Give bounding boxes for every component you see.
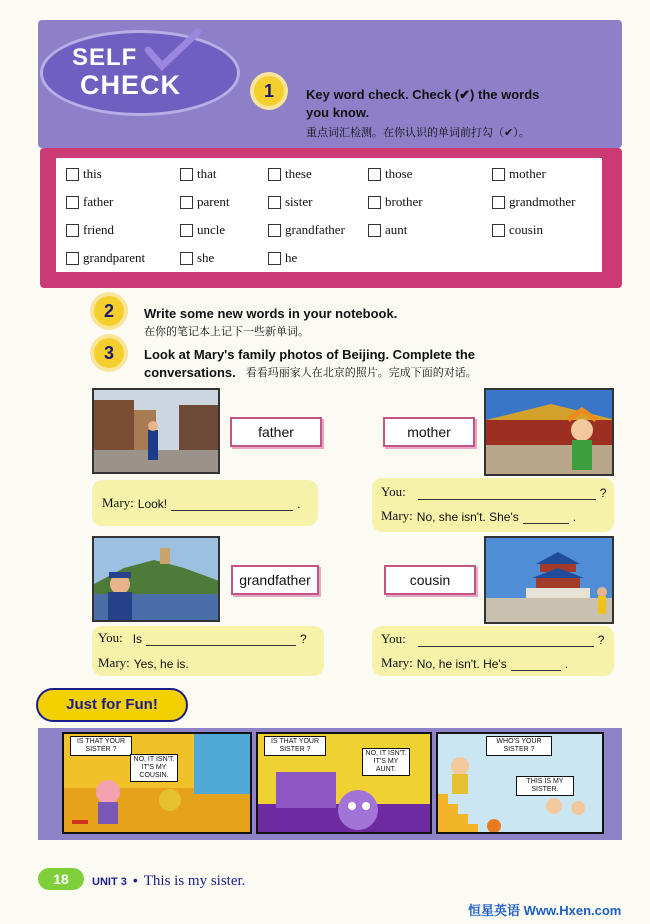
punctuation: . [572, 510, 577, 524]
page-number: 18 [38, 868, 84, 890]
checkbox[interactable] [180, 196, 193, 209]
task-number-1: 1 [254, 76, 284, 106]
label-mother: mother [383, 417, 475, 447]
word-label: those [385, 166, 413, 181]
speaker-you: You: [381, 631, 406, 646]
word-label: she [197, 250, 215, 265]
photo-temple-of-heaven [484, 536, 614, 624]
conversation-2-line2 [381, 508, 576, 524]
task3-instruction-line1: Look at Mary's family photos of Beijing. Complete the [144, 347, 476, 362]
comic-panel-3 [436, 732, 604, 834]
bullet: • [132, 872, 138, 888]
checkbox[interactable] [268, 224, 281, 237]
word-label: sister [285, 194, 313, 209]
punctuation: . [564, 657, 569, 671]
task3-instruction [144, 346, 477, 382]
conversation-4-text: No, he isn't. He's [416, 657, 507, 671]
blank-4a[interactable] [418, 646, 594, 647]
word-label: father [83, 194, 114, 209]
checkbox[interactable] [66, 224, 79, 237]
word-item-uncle[interactable] [180, 222, 225, 238]
word-item-she[interactable] [180, 250, 214, 266]
conversation-3-text: Is [132, 632, 143, 646]
blank-1[interactable] [171, 510, 293, 511]
speaker-you: You: [381, 484, 406, 499]
word-label: that [197, 166, 217, 181]
task1-instruction-line2: you know. [306, 105, 370, 120]
task3-chinese: 看看玛丽家人在北京的照片。完成下面的对话。 [245, 367, 477, 379]
task2-instruction: Write some new words in your notebook. [144, 306, 398, 321]
photo-summer-palace [92, 536, 220, 622]
word-item-grandmother[interactable] [492, 194, 575, 210]
word-item-he[interactable] [268, 250, 297, 266]
comic-bubble-1b: NO, IT ISN'T. IT'S MY COUSIN. [130, 754, 178, 782]
comic-bubble-2a: IS THAT YOUR SISTER ? [264, 736, 326, 756]
checkbox[interactable] [492, 168, 505, 181]
checkbox[interactable] [268, 196, 281, 209]
word-label: he [285, 250, 298, 265]
photo-street [92, 388, 220, 474]
punctuation: ? [300, 632, 307, 646]
word-item-cousin[interactable] [492, 222, 543, 238]
blank-3[interactable] [146, 645, 296, 646]
conversation-2-line1 [381, 484, 606, 500]
word-item-parent[interactable] [180, 194, 229, 210]
task2-chinese: 在你的笔记本上记下一些新单词。 [144, 326, 309, 338]
word-label: parent [197, 194, 230, 209]
blank-2b[interactable] [523, 523, 569, 524]
word-item-these[interactable] [268, 166, 312, 182]
check-title: CHECK [80, 70, 182, 100]
conversation-1-line [102, 495, 300, 511]
punctuation: . [297, 497, 301, 511]
checkbox[interactable] [368, 224, 381, 237]
comic-panel-1 [62, 732, 252, 834]
word-item-that[interactable] [180, 166, 217, 182]
label-grandfather: grandfather [231, 565, 319, 595]
unit-title [92, 872, 245, 890]
conversation-4-line2 [381, 655, 568, 671]
word-item-this[interactable] [66, 166, 102, 182]
checkbox[interactable] [368, 196, 381, 209]
checkbox[interactable] [66, 252, 79, 265]
word-item-brother[interactable] [368, 194, 423, 210]
task1-instruction-line1: Key word check. Check (✔) the words [306, 87, 540, 102]
word-item-those[interactable] [368, 166, 412, 182]
word-label: this [83, 166, 102, 181]
checkbox[interactable] [66, 196, 79, 209]
blank-2a[interactable] [418, 499, 596, 500]
comic-bubble-2b: NO, IT ISN'T. IT'S MY AUNT. [362, 748, 410, 776]
comic-bubble-1a: IS THAT YOUR SISTER ? [70, 736, 132, 756]
blank-4b[interactable] [511, 670, 561, 671]
task1-instruction [306, 86, 539, 122]
conversation-1-text: Look! [137, 497, 168, 511]
unit-name: This is my sister. [143, 873, 246, 889]
checkbox[interactable] [180, 224, 193, 237]
task-number-3: 3 [94, 338, 124, 368]
conversation-3-line1 [98, 630, 307, 646]
checkbox[interactable] [66, 168, 79, 181]
checkbox[interactable] [268, 252, 281, 265]
conversation-2-text: No, she isn't. She's [416, 510, 519, 524]
unit-label: UNIT 3 [92, 876, 127, 888]
comic-panel-2 [256, 732, 432, 834]
word-item-father[interactable] [66, 194, 113, 210]
task-number-2: 2 [94, 296, 124, 326]
word-label: grandparent [83, 250, 146, 265]
word-item-sister[interactable] [268, 194, 312, 210]
checkmark-icon [142, 28, 202, 72]
word-label: uncle [197, 222, 226, 237]
checkbox[interactable] [180, 168, 193, 181]
checkbox[interactable] [368, 168, 381, 181]
conversation-4-line1 [381, 631, 604, 647]
word-label: these [285, 166, 312, 181]
speaker-mary: Mary: [381, 655, 413, 670]
word-label: grandfather [285, 222, 345, 237]
task1-chinese: 重点词汇检测。在你认识的单词前打勾（✔）。 [306, 127, 530, 139]
word-label: friend [83, 222, 115, 237]
word-item-friend[interactable] [66, 222, 114, 238]
word-item-grandfather[interactable] [268, 222, 345, 238]
word-label: cousin [509, 222, 543, 237]
conversation-3-text2: Yes, he is. [133, 657, 189, 671]
word-item-mother[interactable] [492, 166, 546, 182]
label-cousin: cousin [384, 565, 476, 595]
word-check-box [56, 158, 602, 272]
self-title: SELF [72, 44, 138, 71]
task3-instruction-line2: conversations. [144, 365, 236, 380]
punctuation: ? [597, 633, 605, 647]
checkbox[interactable] [180, 252, 193, 265]
word-label: aunt [385, 222, 408, 237]
label-father: father [230, 417, 322, 447]
comic-bubble-3b: THIS IS MY SISTER. [516, 776, 574, 796]
comic-bubble-3a: WHO'S YOUR SISTER ? [486, 736, 552, 756]
speaker-mary: Mary: [381, 508, 413, 523]
word-item-aunt[interactable] [368, 222, 407, 238]
word-label: brother [385, 194, 423, 209]
word-label: mother [509, 166, 546, 181]
word-label: grandmother [509, 194, 576, 209]
watermark: 恒星英语 Www.Hxen.com [468, 903, 622, 918]
checkbox[interactable] [492, 196, 505, 209]
checkbox[interactable] [492, 224, 505, 237]
just-for-fun-label: Just for Fun! [36, 688, 188, 722]
conversation-3-line2 [98, 655, 189, 671]
speaker-mary: Mary: [98, 655, 130, 670]
word-item-grandparent[interactable] [66, 250, 145, 266]
punctuation: ? [599, 486, 607, 500]
checkbox[interactable] [268, 168, 281, 181]
photo-forbidden-city [484, 388, 614, 476]
speaker-mary: Mary: [102, 495, 134, 510]
speaker-you: You: [98, 630, 123, 645]
